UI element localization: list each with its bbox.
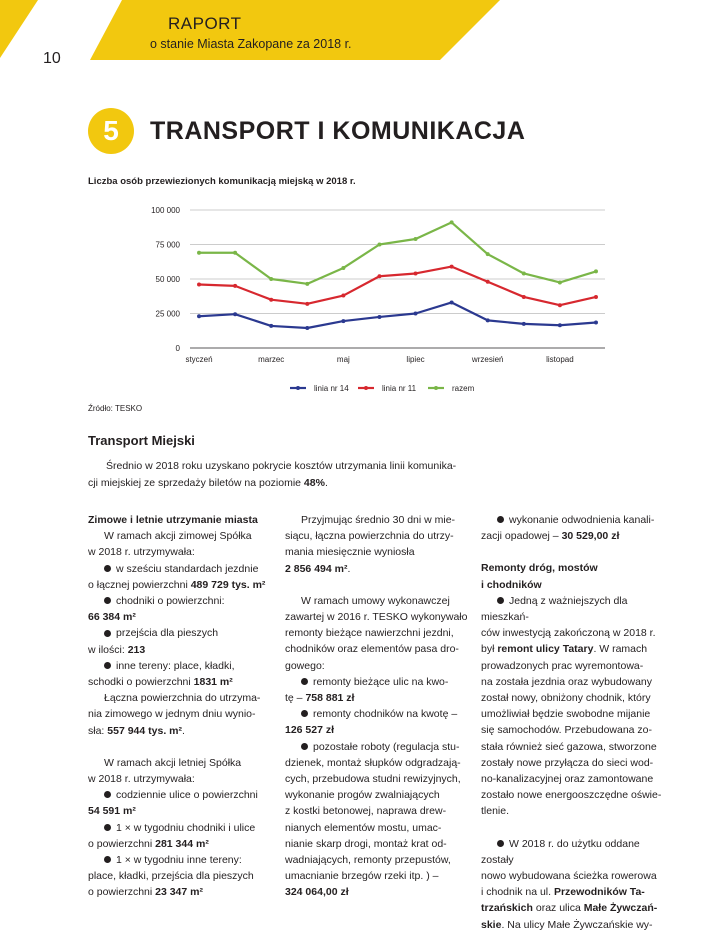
data-point xyxy=(305,302,309,306)
data-point xyxy=(522,322,526,326)
bullet-icon xyxy=(104,662,111,669)
data-point xyxy=(414,237,418,241)
col1-heading: Zimowe i letnie utrzymanie miasta xyxy=(88,514,258,526)
bullet-icon xyxy=(104,791,111,798)
y-tick-label: 25 000 xyxy=(155,309,180,319)
col3-k11: no-kanalizacyjnej oraz zamontowane xyxy=(481,773,654,786)
col3-m3: i chodnik na ul. xyxy=(481,886,554,899)
col2-r3d: wykonanie progów zwalniających xyxy=(285,789,440,802)
legend-label: linia nr 14 xyxy=(314,384,349,393)
bullet-icon xyxy=(301,743,308,750)
col3-k12: zostało nowe energooszczędne oświe- xyxy=(481,789,662,802)
col1-c1a: codziennie ulice o powierzchni xyxy=(116,789,258,802)
data-point xyxy=(486,318,490,322)
col1-b1b-value: 489 729 tys. m² xyxy=(190,578,266,591)
data-point xyxy=(522,295,526,299)
x-tick-label: maj xyxy=(336,355,350,364)
col3-k5: na została jezdnia oraz wybudowany xyxy=(481,675,653,688)
data-point xyxy=(233,312,237,316)
data-point xyxy=(414,271,418,275)
col2-q5: gowego: xyxy=(285,659,325,672)
col2-q1: W ramach umowy wykonawczej xyxy=(301,594,450,607)
data-point xyxy=(594,269,598,273)
bullet-icon xyxy=(301,678,308,685)
col1-c3a: 1 × w tygodniu inne tereny: xyxy=(116,854,242,867)
intro-value: 48% xyxy=(303,477,325,489)
bullet-icon xyxy=(104,824,111,831)
column-2 xyxy=(285,512,470,901)
col3-k1: Jedną z ważniejszych dla mieszkań- xyxy=(481,594,628,624)
series-line xyxy=(199,267,596,306)
line-chart xyxy=(130,198,620,403)
col1-b1b: o łącznej powierzchni xyxy=(88,578,191,591)
col2-r2b-value: 126 527 zł xyxy=(285,724,335,737)
col1-c3b: place, kładki, przejścia dla pieszych xyxy=(88,870,254,883)
col1-b3a: przejścia dla pieszych xyxy=(116,627,219,640)
legend-label: linia nr 11 xyxy=(382,384,417,393)
col3-k7: umożliwiał będzie swobodne mijanie xyxy=(481,708,651,721)
col3-m4-mid: oraz ulica xyxy=(532,902,584,915)
data-point xyxy=(558,303,562,307)
bullet-icon xyxy=(104,565,111,572)
data-point xyxy=(450,220,454,224)
y-tick-label: 0 xyxy=(175,344,180,353)
col3-k6: został nowy, obniżony chodnik, który xyxy=(481,692,651,705)
col3-m3-value: Przewodników Ta- xyxy=(553,886,645,899)
col2-r1b: tę – xyxy=(285,692,306,705)
column-3 xyxy=(481,512,671,933)
col3-m5-value: skie xyxy=(481,918,502,931)
col1-t3: sła: xyxy=(88,724,108,737)
col3-k4: prowadzonych prac wyremontowa- xyxy=(481,659,644,672)
col3-k13: tlenie. xyxy=(481,805,510,818)
col1-c2a: 1 × w tygodniu chodniki i ulice xyxy=(116,821,256,834)
data-point xyxy=(594,320,598,324)
col1-b4b-value: 1831 m² xyxy=(193,676,233,689)
col3-m2: nowo wybudowana ścieżka rowerowa xyxy=(481,870,657,883)
col3-k2: ców inwestycją zakończoną w 2018 r. xyxy=(481,627,656,640)
col2-r2a: remonty chodników na kwotę – xyxy=(313,708,458,721)
col3-w1: wykonanie odwodnienia kanali- xyxy=(509,514,655,526)
data-point xyxy=(377,243,381,247)
data-point xyxy=(522,271,526,275)
legend-marker xyxy=(364,386,368,390)
data-point xyxy=(233,284,237,288)
col1-c2b: o powierzchni xyxy=(88,837,156,850)
col2-r3f: nianych elementów mostu, umac- xyxy=(285,821,442,834)
section-heading-transport: Transport Miejski xyxy=(88,433,195,448)
col2-p4-end: . xyxy=(347,562,351,575)
col2-r3g: nianie skarp drogi, montaż krat od- xyxy=(285,837,447,850)
col2-q2: zawartej w 2016 r. TESKO wykonywało xyxy=(285,611,468,624)
header-banner xyxy=(0,0,720,60)
col1-b1a: w sześciu standardach jezdnie xyxy=(116,562,259,575)
col1-t2: nia zimowego w jednym dniu wynio- xyxy=(88,708,256,721)
col3-m4-value-1: trzańskich xyxy=(481,902,533,915)
col3-m4-value-2: Małe Żywczań- xyxy=(583,902,658,915)
data-point xyxy=(450,300,454,304)
data-point xyxy=(341,294,345,298)
page-number: 10 xyxy=(43,50,61,67)
data-point xyxy=(486,280,490,284)
y-tick-label: 75 000 xyxy=(155,240,180,250)
data-point xyxy=(233,251,237,255)
bullet-icon xyxy=(497,840,504,847)
col3-heading-2: i chodników xyxy=(481,578,542,591)
col1-l2: w 2018 r. utrzymywała: xyxy=(88,546,195,559)
col1-s1: W ramach akcji letniej Spółka xyxy=(104,756,242,769)
col3-k9: stała również sieć gazowa, stworzone xyxy=(481,740,657,753)
col1-c1b-value: 54 591 m² xyxy=(88,805,136,818)
x-tick-label: styczeń xyxy=(185,355,213,364)
banner-yellow-band xyxy=(90,0,500,60)
col1-c2b-value: 281 344 m² xyxy=(155,837,209,850)
col1-b4a: inne tereny: place, kładki, xyxy=(116,659,235,672)
data-point xyxy=(558,323,562,327)
bullet-icon xyxy=(104,856,111,863)
col2-r3h: wadniających, remonty przepustów, xyxy=(285,854,451,867)
data-point xyxy=(377,315,381,319)
legend-label: razem xyxy=(452,384,475,393)
col1-b4b: schodki o powierzchni xyxy=(88,676,194,689)
col2-q4: chodników oraz elementów pasa dro- xyxy=(285,643,459,656)
col3-k3: był xyxy=(481,643,498,656)
col2-r1a: remonty bieżące ulic na kwo- xyxy=(313,675,449,688)
intro-line-2: cji miejskiej ze sprzedaży biletów na poziomie xyxy=(88,477,304,489)
col3-w2: zacji opadowej – xyxy=(481,530,562,543)
data-point xyxy=(269,298,273,302)
bullet-icon xyxy=(104,630,111,637)
col3-heading-1: Remonty dróg, mostów xyxy=(481,562,598,575)
col2-p2: siącu, łączna powierzchnia do utrzy- xyxy=(285,530,454,543)
col1-t1: Łączna powierzchnia do utrzyma- xyxy=(104,692,261,705)
col1-b3b-value: 213 xyxy=(127,643,146,656)
intro-line-1: Średnio w 2018 roku uzyskano pokrycie kosztów utrzymania linii komunika- xyxy=(106,460,457,472)
report-title: RAPORT xyxy=(168,14,242,33)
col2-r3a: pozostałe roboty (regulacja stu- xyxy=(313,740,460,753)
data-point xyxy=(305,282,309,286)
bullet-icon xyxy=(301,710,308,717)
col2-q3: remonty bieżące nawierzchni jezdni, xyxy=(285,627,454,640)
data-point xyxy=(341,266,345,270)
x-tick-label: marzec xyxy=(258,355,285,364)
report-subtitle: o stanie Miasta Zakopane za 2018 r. xyxy=(150,37,352,51)
data-point xyxy=(486,252,490,256)
y-tick-label: 100 000 xyxy=(151,206,180,215)
chart-title: Liczba osób przewiezionych komunikacją miejską w 2018 r. xyxy=(88,176,356,187)
col1-t3-value: 557 944 tys. m² xyxy=(107,724,182,737)
data-point xyxy=(197,251,201,255)
intro-end: . xyxy=(324,477,328,489)
col1-b2a: chodniki o powierzchni: xyxy=(116,595,225,608)
col1-s2: w 2018 r. utrzymywała: xyxy=(88,773,195,786)
col2-r3e: z kostki betonowej, naprawa drew- xyxy=(285,805,447,818)
col2-r3i: umacnianie brzegów rzeki itp. ) – xyxy=(285,870,439,883)
col1-t3-end: . xyxy=(181,724,185,737)
intro-paragraph xyxy=(88,458,648,492)
data-point xyxy=(197,314,201,318)
col2-r3j-value: 324 064,00 zł xyxy=(285,886,349,899)
col1-c3c: o powierzchni xyxy=(88,886,156,899)
column-1 xyxy=(88,512,278,901)
series-line xyxy=(199,302,596,328)
col1-c3c-value: 23 347 m² xyxy=(155,886,203,899)
legend-marker xyxy=(434,386,438,390)
data-point xyxy=(197,283,201,287)
col2-p1: Przyjmując średnio 30 dni w mie- xyxy=(301,514,456,526)
col3-k10: zostały nowe przyłącza do sieci wod- xyxy=(481,756,654,769)
bullet-icon xyxy=(497,516,504,523)
section-number-badge: 5 xyxy=(88,108,134,154)
col2-p3: mania miesięcznie wyniosła xyxy=(285,546,415,559)
y-tick-label: 50 000 xyxy=(155,275,180,284)
data-point xyxy=(594,295,598,299)
legend-marker xyxy=(296,386,300,390)
col1-b2b-value: 66 384 m² xyxy=(88,611,136,624)
col3-k3-value: remont ulicy Tatary xyxy=(497,643,594,656)
col1-l1: W ramach akcji zimowej Spółka xyxy=(104,530,252,543)
col3-k8: się samochodów. Przebudowana zo- xyxy=(481,724,653,737)
x-tick-label: wrzesień xyxy=(471,355,504,364)
data-point xyxy=(414,312,418,316)
banner-corner-triangle xyxy=(0,0,38,58)
col2-p4-value: 2 856 494 m² xyxy=(285,562,348,575)
data-point xyxy=(377,274,381,278)
col2-r3b: dzienek, montaż słupków odgradzają- xyxy=(285,756,461,769)
col2-r3c: cych, przebudowa studni rewizyjnych, xyxy=(285,773,461,786)
x-tick-label: listopad xyxy=(546,355,574,364)
bullet-icon xyxy=(497,597,504,604)
data-point xyxy=(558,280,562,284)
x-tick-label: lipiec xyxy=(406,355,425,364)
col3-w2-value: 30 529,00 zł xyxy=(561,530,620,543)
data-point xyxy=(269,277,273,281)
data-point xyxy=(450,265,454,269)
col3-k3-end: . W ramach xyxy=(593,643,648,656)
col1-b3b: w ilości: xyxy=(88,643,128,656)
col2-r1b-value: 758 881 zł xyxy=(305,692,355,705)
section-title: TRANSPORT I KOMUNIKACJA xyxy=(150,117,526,145)
col3-m5-end: . Na ulicy Małe Żywczańskie wy- xyxy=(501,918,653,931)
chart-source: Źródło: TESKO xyxy=(88,404,143,413)
bullet-icon xyxy=(104,597,111,604)
data-point xyxy=(269,324,273,328)
data-point xyxy=(305,326,309,330)
col3-m1: W 2018 r. do użytku oddane zostały xyxy=(481,837,640,866)
data-point xyxy=(341,319,345,323)
